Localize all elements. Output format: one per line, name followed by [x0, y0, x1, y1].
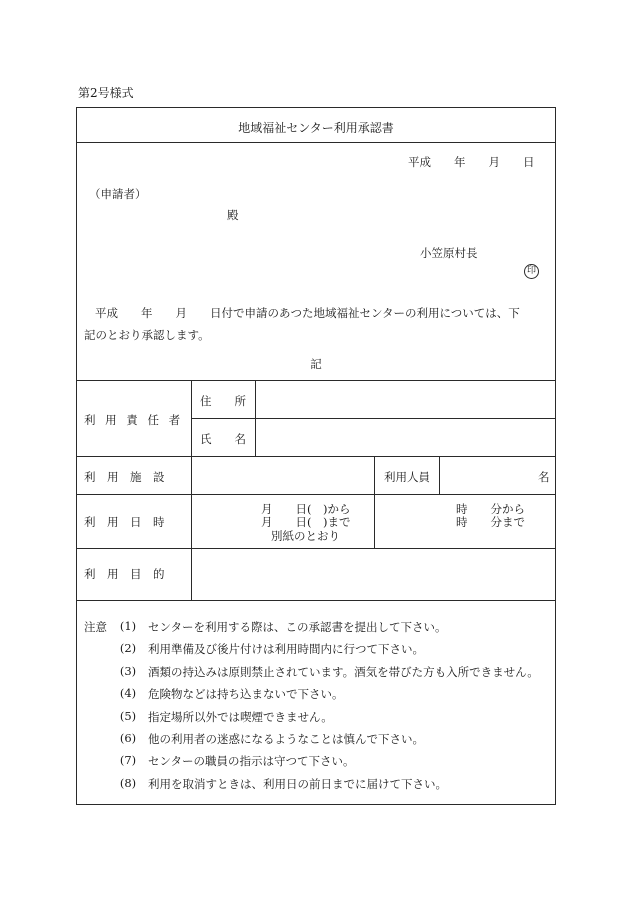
persons-unit: 名	[538, 470, 550, 484]
note-number: (3)	[119, 663, 137, 678]
form-number-label: 第2号様式	[78, 86, 134, 100]
persons-divider	[439, 456, 440, 494]
note-number: (4)	[119, 686, 137, 701]
date-line: 平成 年 月 日	[408, 155, 535, 169]
sub-label-divider	[255, 380, 256, 456]
form-title: 地域福祉センター利用承認書	[238, 121, 394, 135]
purpose-label: 利 用 目 的	[84, 567, 165, 581]
seal-mark: 印	[524, 264, 539, 279]
note-text: センターの職員の指示は守つて下さい。	[148, 754, 355, 769]
note-text: 危険物などは持ち込まないで下さい。	[148, 687, 344, 702]
note-text: 酒類の持込みは原則禁止されています。酒気を帯びた方も入所できません。	[148, 664, 539, 679]
approval-form	[76, 107, 556, 805]
address-divider	[191, 418, 555, 419]
facility-divider	[77, 494, 555, 495]
facility-label: 利 用 施 設	[84, 470, 165, 484]
note-number: (2)	[119, 641, 137, 656]
time-from: 時 分から	[456, 502, 525, 516]
responsible-divider	[77, 456, 555, 457]
purpose-divider	[77, 600, 555, 601]
note-text: 指定場所以外では喫煙できません。	[148, 709, 333, 724]
datetime-divider	[77, 548, 555, 549]
note-number: (1)	[119, 619, 137, 633]
note-number: (8)	[119, 775, 137, 790]
note-number: (5)	[119, 708, 137, 723]
body-divider	[77, 380, 555, 381]
time-to: 時 分まで	[456, 515, 525, 529]
honorific: 殿	[227, 208, 239, 222]
label-column-divider	[191, 380, 192, 600]
date-to: 月 日( )まで	[261, 515, 351, 529]
ki-heading: 記	[310, 357, 322, 371]
address-label: 住 所	[200, 394, 246, 408]
middle-divider	[374, 456, 375, 548]
applicant-label: （申請者）	[89, 187, 147, 201]
separate-sheet-note: 別紙のとおり	[271, 529, 340, 543]
body-text-line2: 記のとおり承認します。	[84, 328, 210, 342]
note-text: センターを利用する際は、この承認書を提出して下さい。	[148, 620, 447, 634]
note-text: 他の利用者の迷惑になるようなことは慎んで下さい。	[148, 732, 424, 746]
note-text: 利用準備及び後片付けは利用時間内に行つて下さい。	[148, 642, 424, 657]
responsible-label: 利 用 責 任 者	[84, 413, 184, 427]
name-label: 氏 名	[200, 432, 246, 446]
datetime-label: 利 用 日 時	[84, 515, 165, 529]
date-from: 月 日( )から	[261, 502, 351, 516]
body-text-line1: 平成 年 月 日付で申請のあつた地域福祉センターの利用については、下	[95, 306, 520, 320]
persons-label: 利用人員	[384, 470, 430, 484]
note-number: (7)	[119, 753, 137, 768]
note-number: (6)	[119, 731, 137, 745]
issuer-name: 小笠原村長	[420, 246, 478, 260]
note-text: 利用を取消すときは、利用日の前日までに届けて下さい。	[148, 776, 447, 791]
title-divider	[77, 142, 555, 143]
notes-label: 注意	[84, 620, 107, 634]
